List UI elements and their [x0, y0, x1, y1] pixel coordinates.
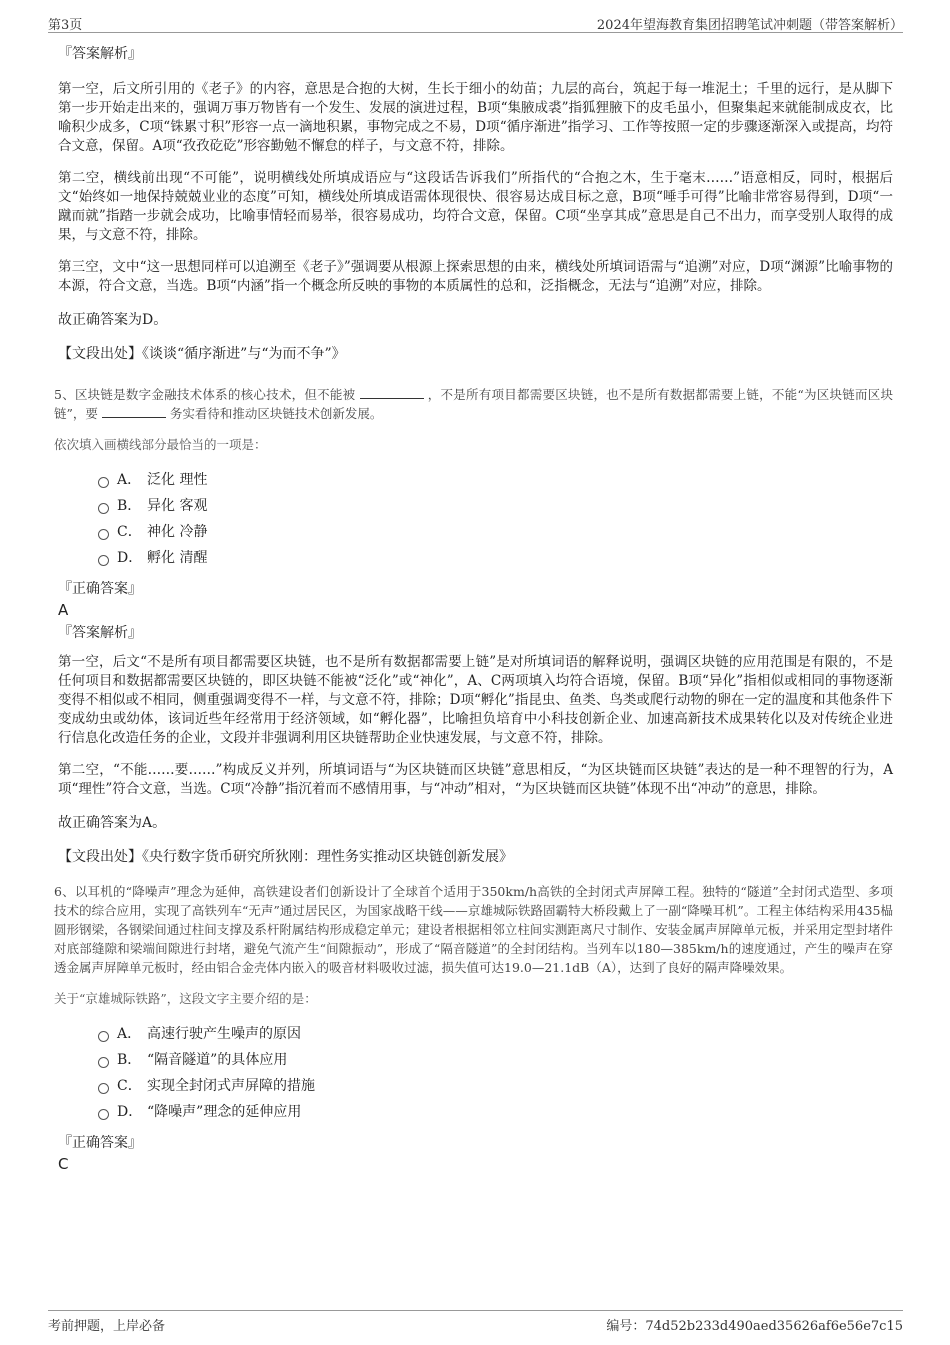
radio-icon[interactable]	[98, 529, 109, 540]
radio-icon[interactable]	[98, 477, 109, 488]
question-text: 5、区块链是数字金融技术体系的核心技术，但不能被	[54, 387, 356, 402]
question-text: ，不是所有项目都需要区块链，也不是所有数据都需要上链，不能“为区块链而区块链”，要	[54, 387, 893, 421]
option-d[interactable]	[98, 545, 893, 571]
option-letter: A．	[117, 472, 142, 488]
radio-icon[interactable]	[98, 503, 109, 514]
question-prompt: 关于“京雄城际铁路”，这段文字主要介绍的是：	[54, 991, 317, 1006]
option-b[interactable]	[98, 1047, 893, 1073]
document-id: 编号：74d52b233d490aed35626af6e56e7c15	[606, 1319, 903, 1334]
option-text: 实现全封闭式声屏障的措施	[147, 1078, 315, 1094]
analysis-label: 『答案解析』	[58, 625, 142, 641]
option-letter: D．	[117, 1104, 143, 1120]
option-text: 高速行驶产生噪声的原因	[147, 1026, 301, 1042]
option-text: 神化 冷静	[147, 524, 208, 540]
question-prompt: 依次填入画横线部分最恰当的一项是：	[54, 437, 267, 452]
option-a[interactable]	[98, 1021, 893, 1047]
option-b[interactable]	[98, 493, 893, 519]
fill-blank	[360, 386, 424, 399]
analysis-paragraph: 第二空，横线前出现“不可能”，说明横线处所填成语应与“这段话告诉我们”所指代的“合抱之木，生于毫末……”语意相反，同时，根据后文“始终如一地保持兢兢业业的态度”可知，横线处所填成语需体现很快、很容易达成目标之意，B项“唾手可得”比喻非常容易得到，D项“一蹴而就”指踏一步就会成功，比喻事情轻而易举，很容易成功，均符合文意，保留。C项“坐享其成”意思是自己不出力，而享受别人取得的成果，与文意不符，排除。	[58, 170, 893, 243]
question-6-options	[98, 1021, 893, 1125]
page-number: 第3页	[48, 18, 83, 33]
analysis-paragraph: 第一空，后文“不是所有项目都需要区块链，也不是所有数据都需要上链”是对所填词语的解释说明，强调区块链的应用范围是有限的，不是任何项目和数据都需要区块链的，即区块链不能被“泛化”或“神化”，A、C两项填入均符合语境，保留。B项“异化”指相似或相同的事物逐渐变得不相似或不相同，侧重强调变得不一样，与文意不符，排除；D项“孵化”指昆虫、鱼类、鸟类或爬行动物的卵在一定的温度和其他条件下变成幼虫或幼体，该词近些年经常用于经济领域，如“孵化器”，比喻担负培育中小科技创新企业、加速高新技术成果转化以及对传统企业进行信息化改造任务的企业，文段并非强调利用区块链帮助企业快速发展，与文意不符，排除。	[58, 654, 893, 746]
analysis-paragraph: 第一空，后文所引用的《老子》的内容，意思是合抱的大树，生长于细小的幼苗；九层的高台，筑起于每一堆泥土；千里的远行，是从脚下第一步开始走出来的，强调万事万物皆有一个发生、发展的演进过程，B项“集腋成裘”指狐狸腋下的皮毛虽小，但聚集起来就能制成皮衣，比喻积少成多，C项“铢累寸积”形容一点一滴地积累，事物完成之不易，D项“循序渐进”指学习、工作等按照一定的步骤逐渐深入或提高，均符合文意，保留。A项“孜孜矻矻”形容勤勉不懈怠的样子，与文意不符，排除。	[58, 81, 893, 154]
analysis-paragraph: 第二空，“不能……要……”构成反义并列，所填词语与“为区块链而区块链”意思相反，“为区块链而区块链”表达的是一种不理智的行为，A项“理性”符合文意，当选。C项“冷静”指沉着而不感情用事，与“冲动”相对，“为区块链而区块链”体现不出“冲动”的意思，排除。	[58, 762, 893, 797]
radio-icon[interactable]	[98, 1031, 109, 1042]
option-letter: B．	[117, 1052, 142, 1068]
passage-source: 【文段出处】《谈谈“循序渐进”与“为而不争”》	[58, 346, 346, 362]
footer-slogan: 考前押题，上岸必备	[48, 1319, 166, 1334]
fill-blank	[102, 405, 166, 418]
option-text: 孵化 清醒	[147, 550, 208, 566]
option-d[interactable]	[98, 1099, 893, 1125]
page-header	[48, 12, 903, 33]
question-text: 务实看待和推动区块链技术创新发展。	[169, 406, 383, 421]
analysis-paragraph: 第三空，文中“这一思想同样可以追溯至《老子》”强调要从根源上探索思想的由来，横线处所填词语需与“追溯”对应，D项“渊源”比喻事物的本源，符合文意，当选。B项“内涵”指一个概念所反映的事物的本质属性的总和，泛指概念，无法与“追溯”对应，排除。	[58, 259, 893, 294]
radio-icon[interactable]	[98, 1109, 109, 1120]
option-text: 泛化 理性	[147, 472, 208, 488]
radio-icon[interactable]	[98, 555, 109, 566]
question-6-stem: 6、以耳机的“降噪声”理念为延伸，高铁建设者们创新设计了全球首个适用于350km/h高铁的全封闭式声屏障工程。独特的“隧道”全封闭式造型、多项技术的综合应用，实现了高铁列车“无声”通过居民区，为国家战略干线——京雄城际铁路固霸特大桥段戴上了一副“降噪耳机”。工程主体结构采用435榀圆形钢梁，各钢梁间通过柱间支撑及系杆附属结构形成稳定单元；建设者根据相邻立柱间实测距离尺寸制作、安装金属声屏障单元板，并采用定型封堵件对底部缝隙和梁端间隙进行封堵，避免气流产生“间隙振动”，形成了“隔音隧道”的全封闭结构。当列车以180—385km/h的速度通过，产生的噪声在穿透金属声屏障单元板时，经由铝合金壳体内嵌入的吸音材料吸收过滤，损失值可达19.0—21.1dB（A），达到了良好的隔声降噪效果。	[54, 884, 893, 975]
option-letter: C．	[117, 524, 142, 540]
question-5-options	[98, 467, 893, 571]
option-letter: A．	[117, 1026, 142, 1042]
answer-conclusion: 故正确答案为D。	[58, 312, 168, 328]
passage-source: 【文段出处】《央行数字货币研究所狄刚：理性务实推动区块链创新发展》	[58, 849, 513, 865]
option-c[interactable]	[98, 519, 893, 545]
question-5-stem	[54, 385, 893, 423]
radio-icon[interactable]	[98, 1083, 109, 1094]
option-text: 异化 客观	[147, 498, 208, 514]
document-title: 2024年望海教育集团招聘笔试冲刺题（带答案解析）	[596, 18, 903, 33]
correct-answer: A	[58, 601, 69, 619]
correct-answer-label: 『正确答案』	[58, 1135, 142, 1151]
option-text: “降噪声”理念的延伸应用	[147, 1104, 302, 1120]
option-c[interactable]	[98, 1073, 893, 1099]
option-a[interactable]	[98, 467, 893, 493]
page-content	[54, 42, 893, 1177]
correct-answer: C	[58, 1155, 69, 1173]
radio-icon[interactable]	[98, 1057, 109, 1068]
page-footer	[48, 1310, 903, 1333]
option-letter: C．	[117, 1078, 142, 1094]
option-letter: B．	[117, 498, 142, 514]
option-letter: D．	[117, 550, 143, 566]
option-text: “隔音隧道”的具体应用	[147, 1052, 288, 1068]
answer-conclusion: 故正确答案为A。	[58, 815, 167, 831]
analysis-label: 『答案解析』	[58, 46, 142, 62]
correct-answer-label: 『正确答案』	[58, 581, 142, 597]
